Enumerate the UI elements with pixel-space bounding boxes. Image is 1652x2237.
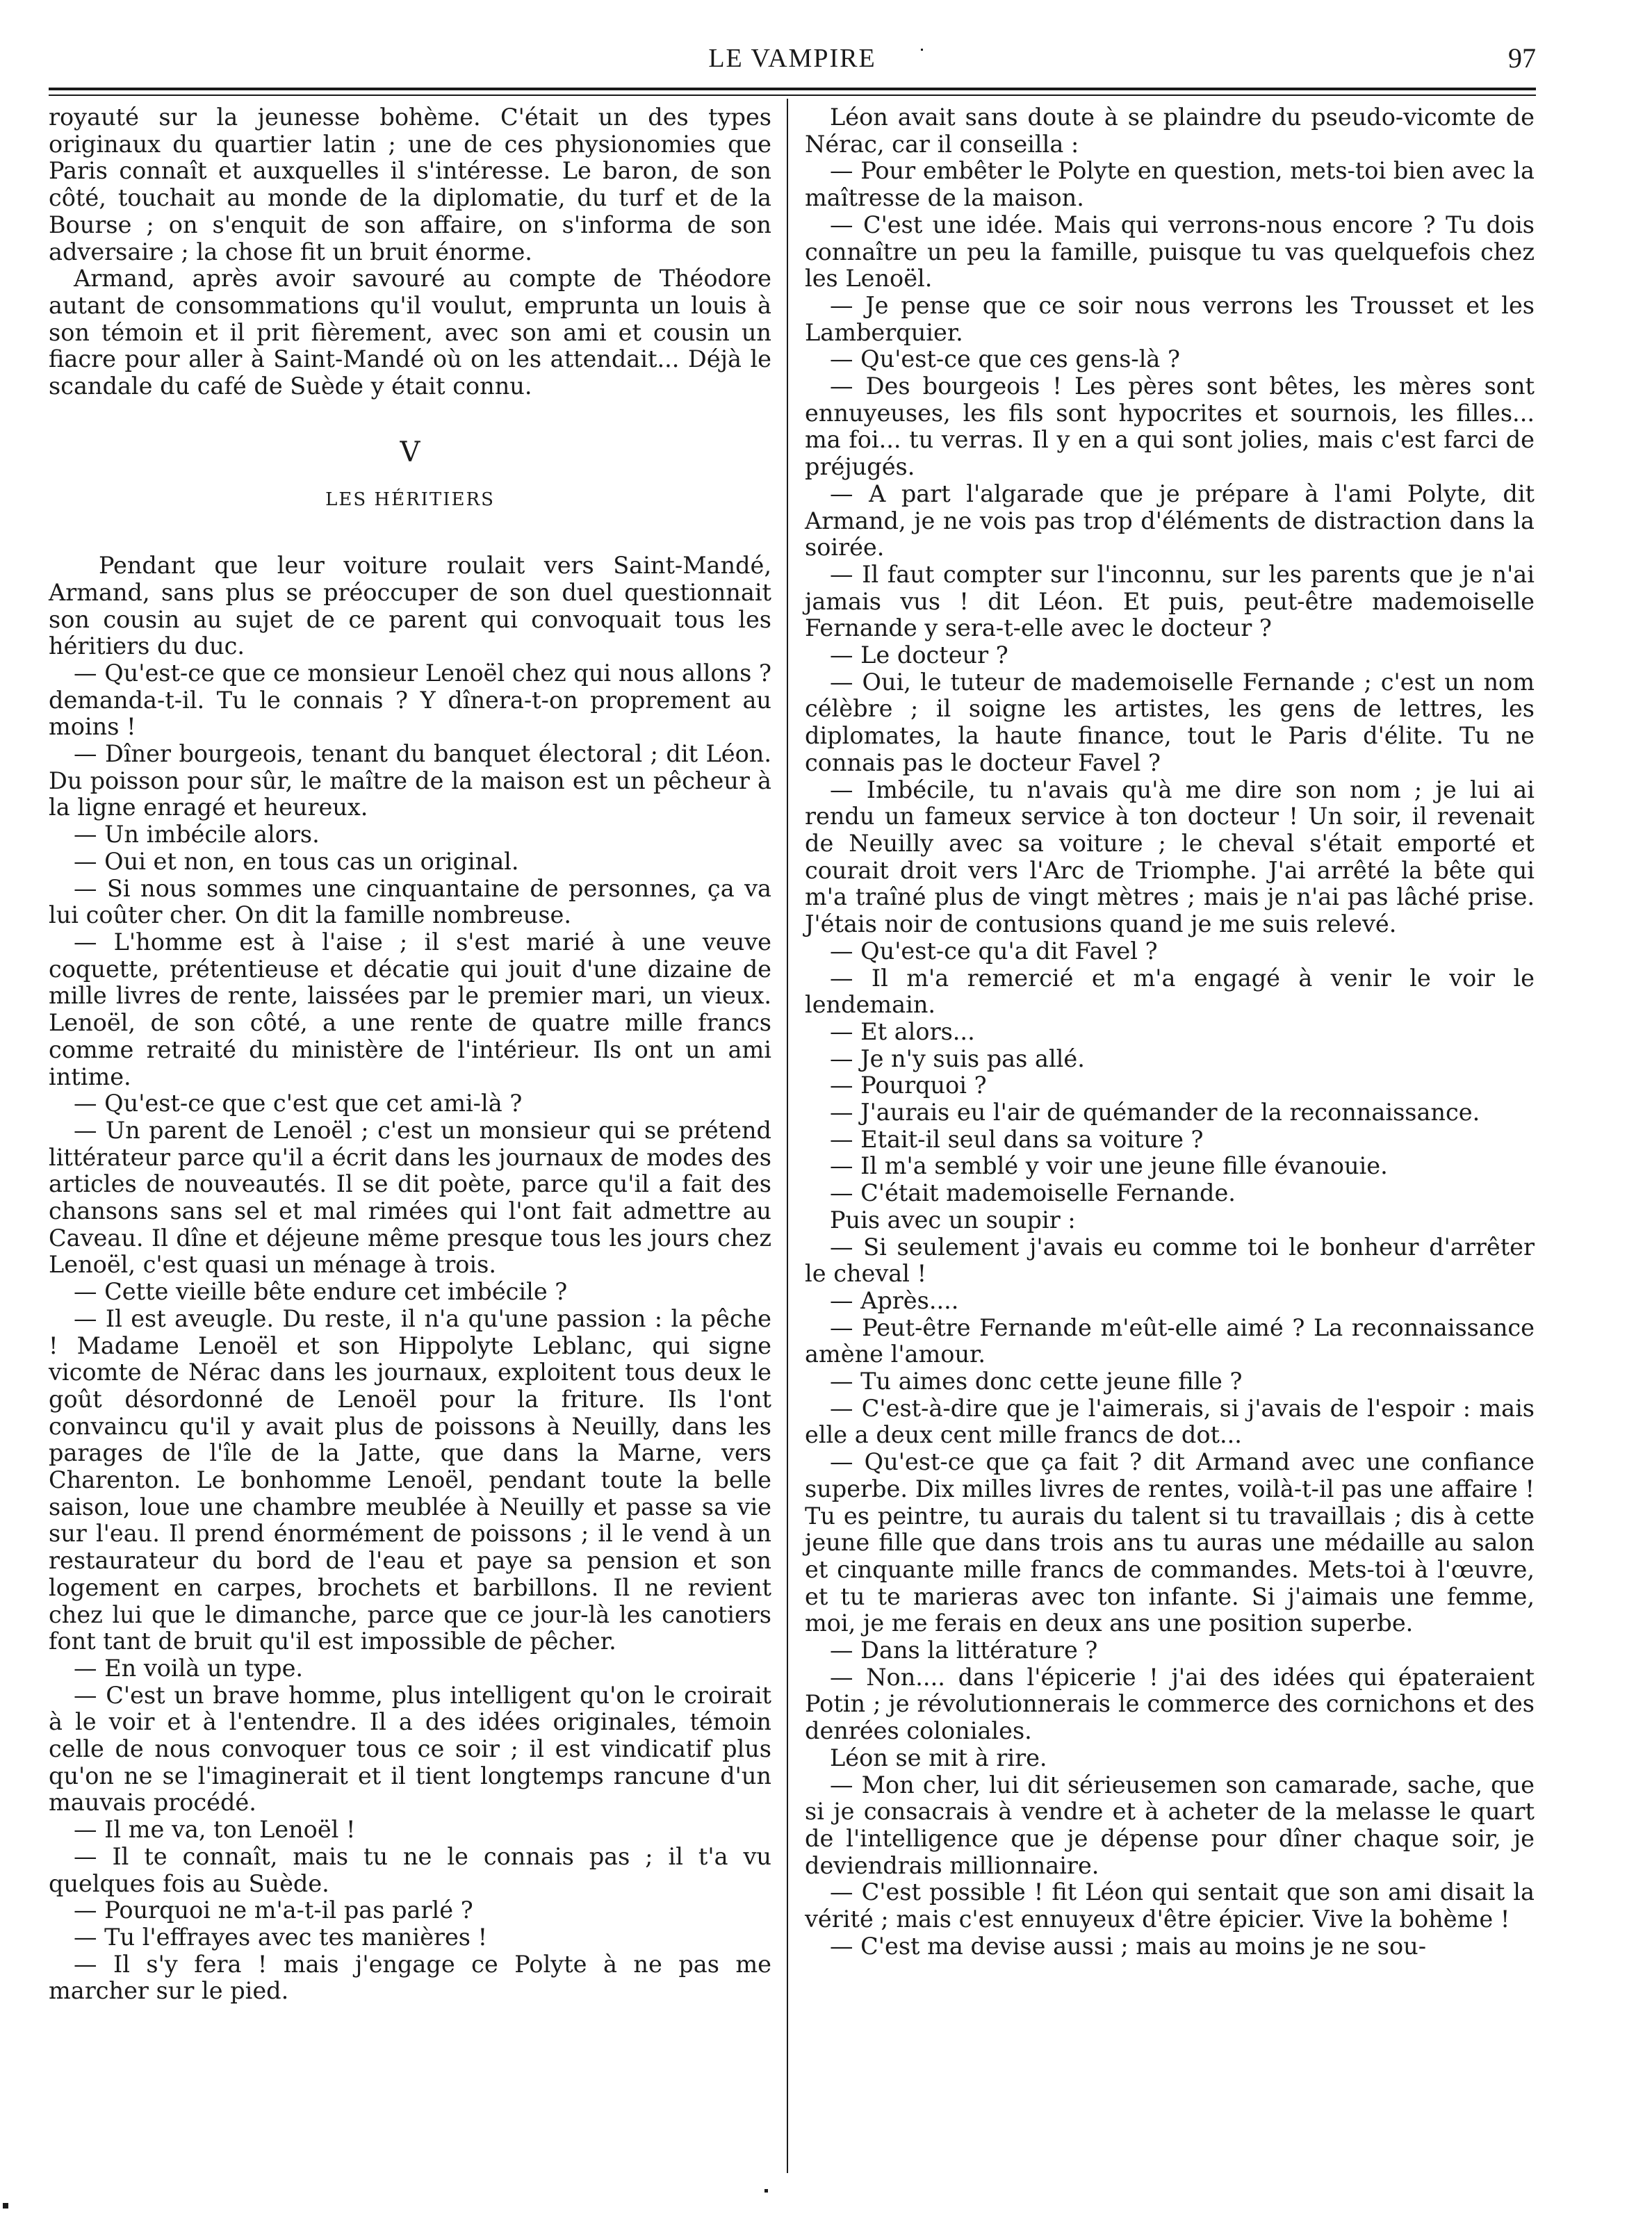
dialogue-line: — C'était mademoiselle Fernande.	[830, 1179, 1236, 1207]
dialogue-line: — Je pense que ce soir nous verrons les Trousset et les Lamberquier.	[805, 291, 1535, 346]
chapter-title: LES HÉRITIERS	[325, 489, 495, 511]
dialogue-line: — Il me va, ton Lenoël !	[74, 1816, 356, 1844]
dialogue-line: — Qu'est-ce qu'a dit Favel ?	[830, 937, 1158, 965]
dialogue-line: — C'est-à-dire que je l'aimerais, si j'avais de l'espoir : mais elle a deux cent mille francs de dot...	[805, 1394, 1535, 1449]
dialogue-line: — Qu'est-ce que ce monsieur Lenoël chez qui nous allons ? demanda-t-il. Tu le connais ? Y dînera-t-on proprement au moins !	[49, 659, 771, 741]
dialogue-line: — A part l'algarade que je prépare à l'ami Polyte, dit Armand, je ne vois pas trop d'éléments de distraction dans la soirée.	[805, 480, 1535, 562]
dialogue-line: — C'est un brave homme, plus intelligent qu'on le croirait à le voir et à l'entendre. Il a des idées originales, témoin celle de nous convoquer tous ce soir ; il est vindicatif plus qu'on ne se l'imaginerait et il tient longtemps rancune d'un mauvais procédé.	[49, 1681, 771, 1817]
print-speck	[3, 2203, 8, 2209]
paragraph: Puis avec un soupir :	[830, 1206, 1076, 1234]
header-rule-thin	[49, 95, 1536, 96]
dialogue-line: — Il m'a semblé y voir une jeune fille évanouie.	[830, 1152, 1388, 1180]
dialogue-line: — Qu'est-ce que ça fait ? dit Armand avec une confiance superbe. Dix milles livres de rentes, voilà-t-il pas une affaire ! Tu es peintre, tu aurais du talent si tu travaillais ; dis à cette jeune fille que dans trois ans tu auras une médaille au salon et cinquante mille francs de commandes. Mets-toi à l'œuvre, et tu te marieras avec ton infante. Si j'aimais une femme, moi, je me ferais en deux ans une position superbe.	[805, 1448, 1535, 1637]
paragraph: royauté sur la jeunesse bohème. C'était un des types originaux du quartier latin ; une de ces physionomies que Paris connaît et auxquelles il s'intéresse. Le baron, de son côté, touchait au monde de la diplomatie, du turf et de la Bourse ; on s'enquit de son affaire, on s'informa de son adversaire ; la chose fit un bruit énorme.	[49, 104, 771, 265]
dialogue-line: — Il s'y fera ! mais j'engage ce Polyte à ne pas me marcher sur le pied.	[49, 1950, 771, 2005]
dialogue-line: — Il te connaît, mais tu ne le connais pas ; il t'a vu quelques fois au Suède.	[49, 1842, 771, 1897]
column-divider	[787, 99, 788, 2173]
dialogue-line: — Il est aveugle. Du reste, il n'a qu'une passion : la pêche ! Madame Lenoël et son Hippolyte Leblanc, qui signe vicomte de Nérac dans les journaux, exploitent tous deux le goût désordonné de Lenoël pour la friture. Ils l'ont convaincu qu'il y avait plus de poissons à Neuilly, dans les parages de l'île de la Jatte, que dans la Marne, vers Charenton. Le bonhomme Lenoël, pendant toute la belle saison, loue une chambre meublée à Neuilly et passe sa vie sur l'eau. Il prend énormément de poissons ; il le vend à un restaurateur du bord de l'eau et paye sa pension et son logement en carpes, brochets et barbillons. Il ne revient chez lui que le dimanche, parce que ce jour-là les canotiers font tant de bruit qu'il est impossible de pêcher.	[49, 1304, 771, 1655]
paragraph: Léon avait sans doute à se plaindre du pseudo-vicomte de Nérac, car il conseilla :	[805, 104, 1535, 158]
dialogue-line: — Le docteur ?	[830, 641, 1008, 669]
dialogue-line: — Oui, le tuteur de mademoiselle Fernande ; c'est un nom célèbre ; il soigne les artistes, les gens de lettres, les diplomates, la haute finance, tout le Paris d'élite. Tu ne connais pas le docteur Favel ?	[805, 668, 1535, 776]
dialogue-line: — Si seulement j'avais eu comme toi le bonheur d'arrêter le cheval !	[805, 1233, 1535, 1288]
dialogue-line: — Un parent de Lenoël ; c'est un monsieur qui se prétend littérateur parce qu'il a écrit dans les journaux de modes des articles de nouveautés. Il se dit poète, parce qu'il a fait des chansons sans sel et mal rimées qui l'ont fait admettre au Caveau. Il dîne et déjeune même presque tous les jours chez Lenoël, c'est quasi un ménage à trois.	[49, 1116, 771, 1279]
dialogue-line: — Il faut compter sur l'inconnu, sur les parents que je n'ai jamais vus ! dit Léon. Et puis, peut-être mademoiselle Fernande y sera-t-elle avec le docteur ?	[805, 560, 1535, 642]
running-title: LE VAMPIRE	[708, 44, 876, 73]
dialogue-line: — Pourquoi ne m'a-t-il pas parlé ?	[74, 1896, 473, 1924]
paragraph: Armand, après avoir savouré au compte de Théodore autant de consommations qu'il voulut, emprunta un louis à son témoin et il prit fièrement, avec son ami et cousin un fiacre pour aller à Saint-Mandé où on les attendait... Déjà le scandale du café de Suède y était connu.	[49, 265, 771, 400]
print-speck	[921, 49, 923, 51]
dialogue-line: — C'est une idée. Mais qui verrons-nous encore ? Tu dois connaître un peu la famille, puisque tu vas quelquefois chez les Lenoël.	[805, 211, 1535, 293]
dialogue-line: — C'est possible ! fit Léon qui sentait que son ami disait la vérité ; mais c'est ennuyeux d'être épicier. Vive la bohème !	[805, 1878, 1535, 1933]
dialogue-line: — Dans la littérature ?	[830, 1637, 1098, 1664]
dialogue-line: — Cette vieille bête endure cet imbécile ?	[74, 1278, 568, 1306]
dialogue-line: — Oui et non, en tous cas un original.	[74, 847, 519, 875]
dialogue-line: — Il m'a remercié et m'a engagé à venir le voir le lendemain.	[805, 964, 1535, 1019]
dialogue-line: — Et alors...	[830, 1017, 975, 1045]
page-header	[49, 36, 1536, 85]
dialogue-line: — Qu'est-ce que ces gens-là ?	[830, 345, 1181, 373]
dialogue-line: — Tu aimes donc cette jeune fille ?	[830, 1368, 1243, 1395]
right-column	[805, 104, 1535, 1960]
chapter-number: V	[400, 436, 420, 468]
dialogue-line: — J'aurais eu l'air de quémander de la reconnaissance.	[830, 1099, 1480, 1126]
dialogue-line: — Peut-être Fernande m'eût-elle aimé ? La reconnaissance amène l'amour.	[805, 1313, 1535, 1368]
dialogue-line: — Mon cher, lui dit sérieusemen son camarade, sache, que si je consacrais à vendre et à acheter de la melasse le quart de l'intelligence que je dépense pour dîner chaque soir, je deviendrais millionnaire.	[805, 1771, 1535, 1879]
left-column	[49, 104, 771, 2005]
dialogue-line: — Si nous sommes une cinquantaine de personnes, ça va lui coûter cher. On dit la famille nombreuse.	[49, 874, 771, 929]
paragraph: Pendant que leur voiture roulait vers Saint-Mandé, Armand, sans plus se préoccuper de son duel questionnait son cousin au sujet de ce parent qui convoquait tous les héritiers du duc.	[49, 552, 771, 660]
dialogue-line: — Tu l'effrayes avec tes manières !	[74, 1924, 488, 1951]
dialogue-line: — Un imbécile alors.	[74, 821, 320, 849]
dialogue-line: — Etait-il seul dans sa voiture ?	[830, 1125, 1204, 1153]
dialogue-line: — Après....	[830, 1286, 959, 1314]
dialogue-line: — Non.... dans l'épicerie ! j'ai des idées qui épateraient Potin ; je révolutionnerais le commerce des cornichons et des denrées coloniales.	[805, 1663, 1535, 1745]
dialogue-line: — En voilà un type.	[74, 1654, 304, 1682]
dialogue-line: — L'homme est à l'aise ; il s'est marié à une veuve coquette, prétentieuse et décatie qui jouit d'une dizaine de mille livres de rente, laissées par le premier mari, un vieux. Lenoël, de son côté, a une rente de quatre mille francs comme retraité du ministère de l'intérieur. Ils ont un ami intime.	[49, 928, 771, 1090]
dialogue-line: — Imbécile, tu n'avais qu'à me dire son nom ; je lui ai rendu un fameux service à ton docteur ! Un soir, il revenait de Neuilly avec sa voiture ; le cheval s'était emporté et courait droit vers l'Arc de Triomphe. J'ai arrêté la bête qui m'a traîné plus de vingt mètres ; mais je n'ai pas lâché prise. J'étais noir de contusions quand je me suis relevé.	[805, 776, 1535, 938]
page-number: 97	[1508, 42, 1536, 74]
dialogue-line: — C'est ma devise aussi ; mais au moins je ne sou-	[830, 1932, 1427, 1960]
dialogue-line: — Des bourgeois ! Les pères sont bêtes, les mères sont ennuyeuses, les fils sont hypocrites et sournois, les filles... ma foi... tu verras. Il y en a qui sont jolies, mais c'est farci de préjugés.	[805, 372, 1535, 481]
header-rule-thick	[49, 88, 1536, 90]
dialogue-line: — Pourquoi ?	[830, 1072, 987, 1099]
dialogue-line: — Pour embêter le Polyte en question, mets-toi bien avec la maîtresse de la maison.	[805, 157, 1535, 212]
print-speck	[764, 2189, 768, 2193]
dialogue-line: — Dîner bourgeois, tenant du banquet électoral ; dit Léon. Du poisson pour sûr, le maître de la maison est un pêcheur à la ligne enragé et heureux.	[49, 740, 771, 821]
paragraph: Léon se mit à rire.	[830, 1744, 1047, 1771]
dialogue-line: — Qu'est-ce que c'est que cet ami-là ?	[74, 1090, 523, 1117]
dialogue-line: — Je n'y suis pas allé.	[830, 1044, 1085, 1072]
